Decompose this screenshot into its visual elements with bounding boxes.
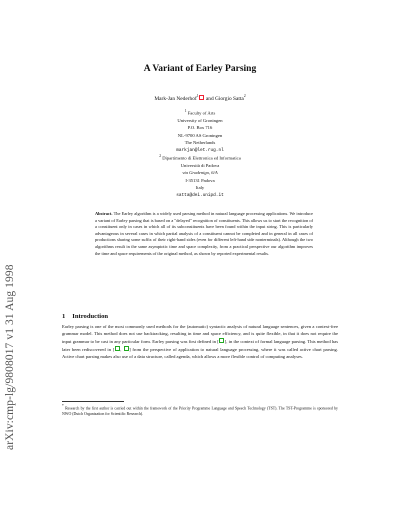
footnote-text: Research by the first author is carried out within the framework of the Priority Programme Language and Speech Technology (TST). The TST-Programme is sponsored by NWO (Dutch Organization for Scientific Research). <box>62 406 338 417</box>
author-1: Mark-Jan Nederhof <box>154 95 197 102</box>
author-2: Giorgio Satta <box>215 95 244 102</box>
author-1-mark: 1 <box>196 94 199 98</box>
affiliation-2-line: Italy <box>195 185 205 191</box>
intro-text: , in the context of formal language parsing. This method has later been rediscovered in <box>62 338 338 352</box>
citation-link[interactable] <box>124 346 129 351</box>
affiliation-1-mark: 1 <box>184 109 187 113</box>
author-2-mark: 2 <box>243 94 246 98</box>
affiliation-1-line <box>0 108 400 117</box>
intro-paragraph <box>62 324 338 361</box>
affiliation-2-line: Università di Padova <box>180 162 220 168</box>
intro-text: from the perspective of application to natural language processing, where it was called active chart parsing. Active chart parsing makes also use of a data structure, called agenda, which allows a more flexible control of computing analyses. <box>62 346 339 359</box>
citation-open: [ <box>112 346 115 352</box>
footnote-rule <box>62 401 124 402</box>
footnote-mark: * <box>62 404 64 408</box>
citation-open: [ <box>217 338 219 344</box>
section-heading <box>62 313 108 320</box>
citation-sep: , <box>120 346 124 352</box>
paper-title: A Variant of Earley Parsing <box>143 64 257 74</box>
arxiv-identifier: arXiv:cmp-lg/9808017 v1 31 Aug 1998 <box>4 264 16 450</box>
footnote <box>62 404 338 418</box>
abstract-text: The Earley algorithm is a widely used parsing method in natural language processing applications. We introduce a variant of Earley parsing that is based on a "delayed" recognition of constituents. This allows us to start the recognition of a constituent only in cases in which all of its subconstituents have been found within the input string. This is particularly advantageous in several cases in which partial analysis of a constituent cannot be completed and in general in all cases of productions sharing some suffix of their right-hand sides (even for different left-hand side nonterminals). Although the two algorithms result in the same asymptotic time and space complexity, from a practical perspective our algorithm improves the time and space requirements of the original method, as shown by reported experimental results. <box>95 211 313 256</box>
affiliation-2-text: Dipartimento di Elettronica ed Informatica <box>162 155 241 161</box>
abstract <box>95 211 313 257</box>
intro-text: Earley parsing is one of the most commonly used methods for the (automatic) syntactic analysis of natural language sentences, given a context-free grammar model. This method does not use backtracking, resulting in time and space efficiency, and is quite flexible, in that it does not require the input grammar to be cast in any particular form. Earley parsing was first defined in <box>62 324 338 344</box>
email-2: satta@dei.unipd.it <box>176 192 224 198</box>
section-title: Introduction <box>72 313 109 320</box>
affiliation-2-mark: 2 <box>159 154 162 158</box>
citation-link[interactable] <box>219 338 224 343</box>
section-number: 1 <box>62 313 66 320</box>
email-1: markjan@let.rug.nl <box>176 147 224 153</box>
affiliation-2-line: via Gradenigo, 6/A <box>182 170 218 176</box>
affiliation-2-line <box>0 153 400 162</box>
affiliation-1-text: Faculty of Arts <box>187 110 216 116</box>
author-line <box>0 94 400 102</box>
affiliation-1-line: University of Groningen <box>177 117 223 123</box>
citation-close: ] <box>224 338 227 344</box>
affiliation-2-line: I-35131 Padova <box>185 177 215 183</box>
author-separator: and <box>204 95 216 102</box>
affiliation-1-line: NL-9700 AS Groningen <box>177 132 223 138</box>
footnote-link-box[interactable] <box>196 94 204 100</box>
abstract-label: Abstract. <box>95 211 113 216</box>
citation-close: ] <box>129 346 131 352</box>
affiliation-2 <box>0 153 400 199</box>
citation-link[interactable] <box>112 346 120 352</box>
affiliation-1-line: P.O. Box 716 <box>187 125 213 131</box>
affiliation-1-line: The Netherlands <box>184 140 216 146</box>
affiliation-1 <box>0 108 400 154</box>
